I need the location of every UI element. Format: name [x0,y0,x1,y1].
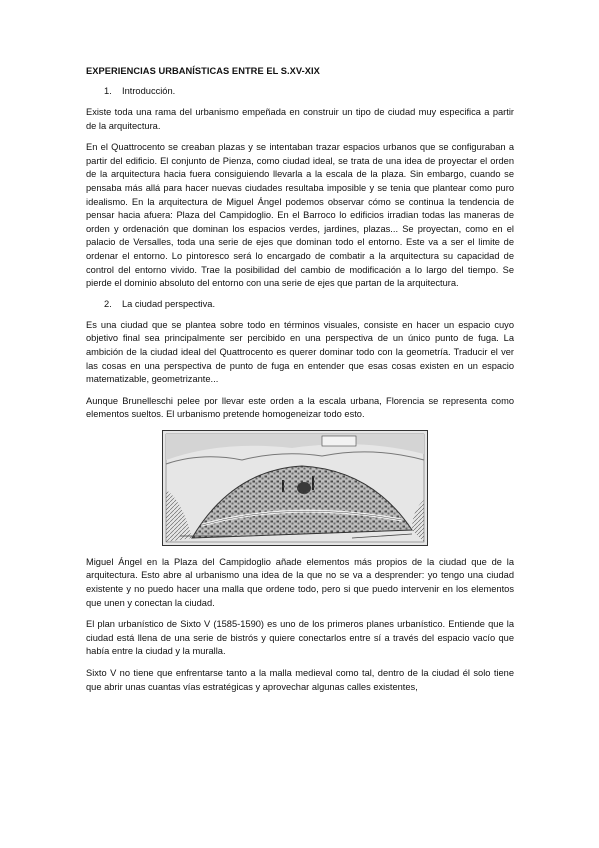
paragraph: Miguel Ángel en la Plaza del Campidoglio añade elementos más propios de la ciudad que de la arquitectura. Esto abre al urbanismo una idea de la que no se va a desprender: yo tengo una ciudad existente y no puedo hacer una malla que ordene todo, pero si que puedo intervenir en los elementos que unen y conectan la ciudad. [86,556,514,608]
paragraph: Aunque Brunelleschi pelee por llevar este orden a la escala urbana, Florencia se representa como elementos sueltos. El urbanismo pretende homogeneizar todo esto. [86,395,514,420]
section-heading-2 [104,299,514,309]
paragraph: Sixto V no tiene que enfrentarse tanto a la malla medieval como tal, dentro de la ciudad él solo tiene que abrir unas cuantas vías estratégicas y aprovechar algunas calles existentes, [86,668,514,692]
document-title: EXPERIENCIAS URBANÍSTICAS ENTRE EL S.XV-XIX [86,66,320,76]
section-heading-text: Introducción. [122,86,176,96]
section-heading-text: La ciudad perspectiva. [122,298,216,309]
paragraph: En el Quattrocento se creaban plazas y se intentaban trazar espacios urbanos que se configuraban a partir del edificio. El conjunto de Pienza, como ciudad ideal, se trata de una idea de proyectar el orden de la arquitectura hacia fuera consiguiendo llevarla a la escala de la plaza. Sin embargo, cuando se pensaba más allá para hacer nuevas ciudades resultaba imposible y se tenia que plantear como puro idealismo. En la arquitectura de Miguel Ángel podemos observar cómo se continua la tendencia de pensar hacia afuera: Plaza del Campidoglio. En el Barroco lo edificios irradian todas las maneras de orden y ordenación que dominan los espacios verdes, jardines, plazas... Se proyectan, como en el palacio de Versalles, toda una serie de ejes que dominan todo el entorno. Este va a ser el limite de ordenar el entorno. Lo pintoresco será lo encargado de combatir a la arquitectura su capacidad de control del entorno vivido. Trae la posibilidad del cambio de modificación a lo largo del tiempo. Se pierde el dominio absoluto del entorno con una serie de ejes que partan de la arquitectura. [86,142,514,289]
document-page [86,66,514,702]
section-heading-1 [104,86,514,96]
florence-engraving-image [162,430,428,546]
section-number: 1. [104,86,112,96]
section-number: 2. [104,298,112,309]
paragraph: Es una ciudad que se plantea sobre todo en términos visuales, consiste en hacer un espacio cuyo objetivo final sea principalmente ser percibido en una perspectiva de un único punto de fuga. La ambición de la ciudad ideal del Quattrocento es querer dominar todo con la geometría. Traducir el ver las cosas en una perspectiva de punto de fuga en entender que esas cosas existen en un espacio matematizable, geometrizante... [86,319,514,385]
paragraph: Existe toda una rama del urbanismo empeñada en construir un tipo de ciudad muy especifica a partir de la arquitectura. [86,107,514,131]
paragraph: El plan urbanístico de Sixto V (1585-1590) es uno de los primeros planes urbanístico. Entiende que la ciudad está llena de una serie de bistrós y quiere conectarlos entre sí a través del espacio vacío que había entre la ciudad y la muralla. [86,619,514,657]
